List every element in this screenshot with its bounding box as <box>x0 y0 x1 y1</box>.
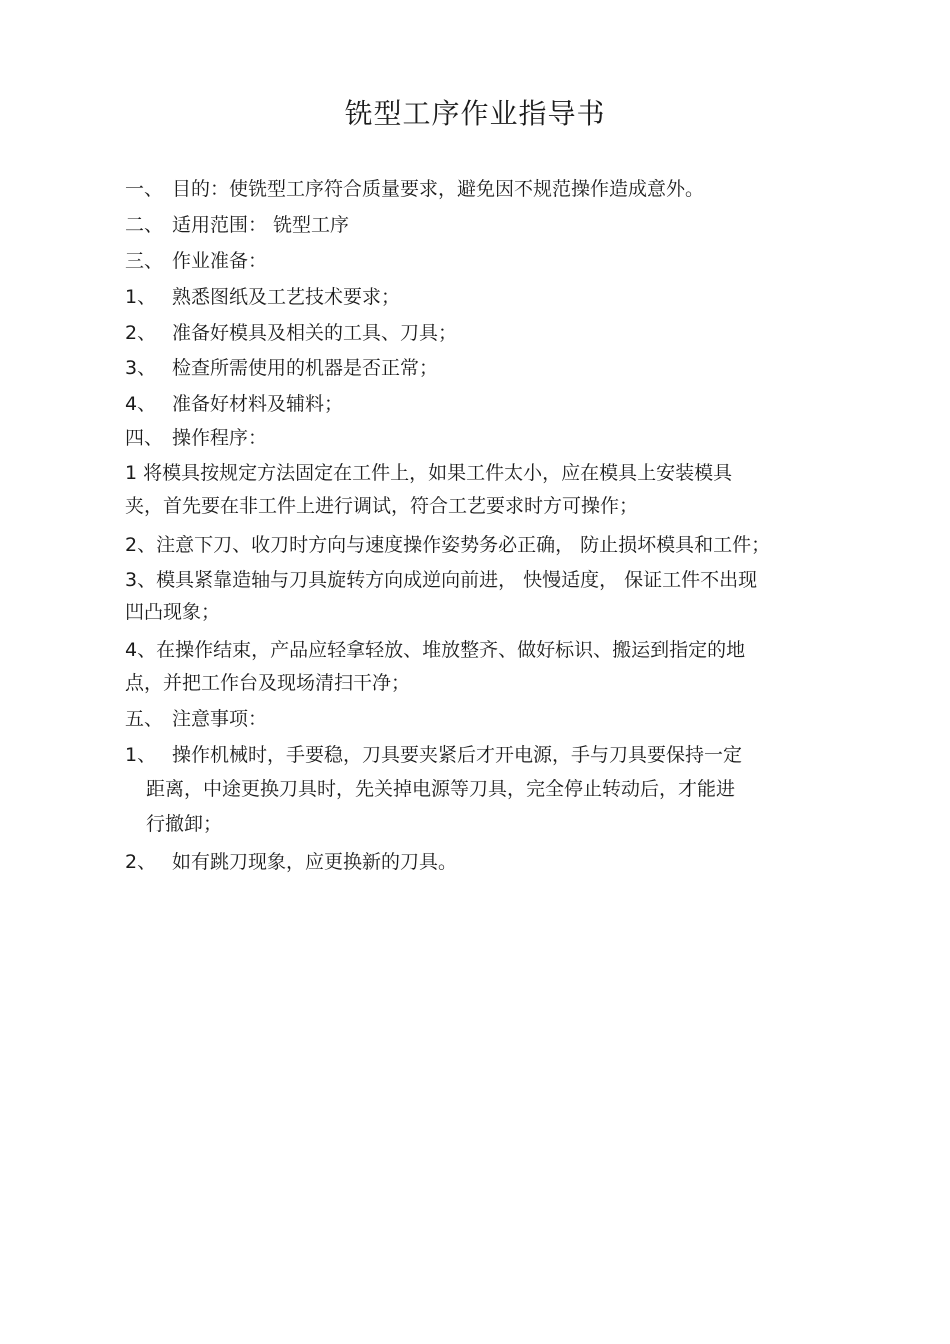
item-number: 2、 <box>125 322 157 344</box>
item-text: 如有跳刀现象，应更换新的刀具。 <box>172 851 458 873</box>
notes-heading-text: 注意事项： <box>172 708 268 730</box>
procedure-line: 4、在操作结束，产品应轻拿轻放、堆放整齐、做好标识、搬运到指定的地 <box>125 639 746 661</box>
procedure-line: 夹，首先要在非工件上进行调试，符合工艺要求时方可操作； <box>125 495 639 517</box>
item-number: 4、 <box>125 393 157 415</box>
procedure-heading <box>125 426 267 450</box>
procedure-line: 点，并把工作台及现场清扫干净； <box>125 672 411 694</box>
notes-item-continuation: 距离，中途更换刀具时，先关掉电源等刀具，完全停止转动后，才能进 <box>146 778 736 800</box>
prep-item <box>125 392 343 416</box>
prep-heading-text: 作业准备： <box>172 250 268 272</box>
section-number: 三、 <box>125 250 164 272</box>
item-text: 准备好模具及相关的工具、刀具； <box>172 322 458 344</box>
scope-line <box>125 213 349 237</box>
item-text: 检查所需使用的机器是否正常； <box>172 357 439 379</box>
item-text: 熟悉图纸及工艺技术要求； <box>172 286 401 308</box>
procedure-line: 1 将模具按规定方法固定在工件上，如果工件太小，应在模具上安装模具 <box>125 462 733 484</box>
prep-item <box>125 356 438 380</box>
section-number: 四、 <box>125 427 164 449</box>
section-number: 二、 <box>125 214 164 236</box>
scope-text: 适用范围： 铣型工序 <box>172 214 350 236</box>
procedure-line: 2、注意下刀、收刀时方向与速度操作姿势务必正确， 防止损坏模具和工件； <box>125 534 771 556</box>
procedure-line: 凹凸现象； <box>125 601 221 623</box>
notes-item-continuation: 行撤卸； <box>146 813 223 835</box>
notes-item <box>125 850 457 874</box>
procedure-heading-text: 操作程序： <box>172 427 268 449</box>
item-text: 操作机械时，手要稳，刀具要夹紧后才开电源，手与刀具要保持一定 <box>172 744 743 766</box>
item-number: 2、 <box>125 851 157 873</box>
notes-heading <box>125 707 267 731</box>
notes-item <box>125 743 742 767</box>
section-number: 一、 <box>125 178 164 200</box>
item-text: 准备好材料及辅料； <box>172 393 344 415</box>
purpose-text: 目的：使铣型工序符合质量要求，避免因不规范操作造成意外。 <box>172 178 705 200</box>
procedure-line: 3、模具紧靠造轴与刀具旋转方向成逆向前进， 快慢适度， 保证工件不出现 <box>125 569 758 591</box>
item-number: 3、 <box>125 357 157 379</box>
item-number: 1、 <box>125 744 157 766</box>
section-number: 五、 <box>125 708 164 730</box>
item-number: 1、 <box>125 286 157 308</box>
prep-item <box>125 285 400 309</box>
purpose-line <box>125 177 704 201</box>
prep-heading <box>125 249 267 273</box>
prep-item <box>125 321 457 345</box>
document-title: 铣型工序作业指导书 <box>344 97 606 130</box>
